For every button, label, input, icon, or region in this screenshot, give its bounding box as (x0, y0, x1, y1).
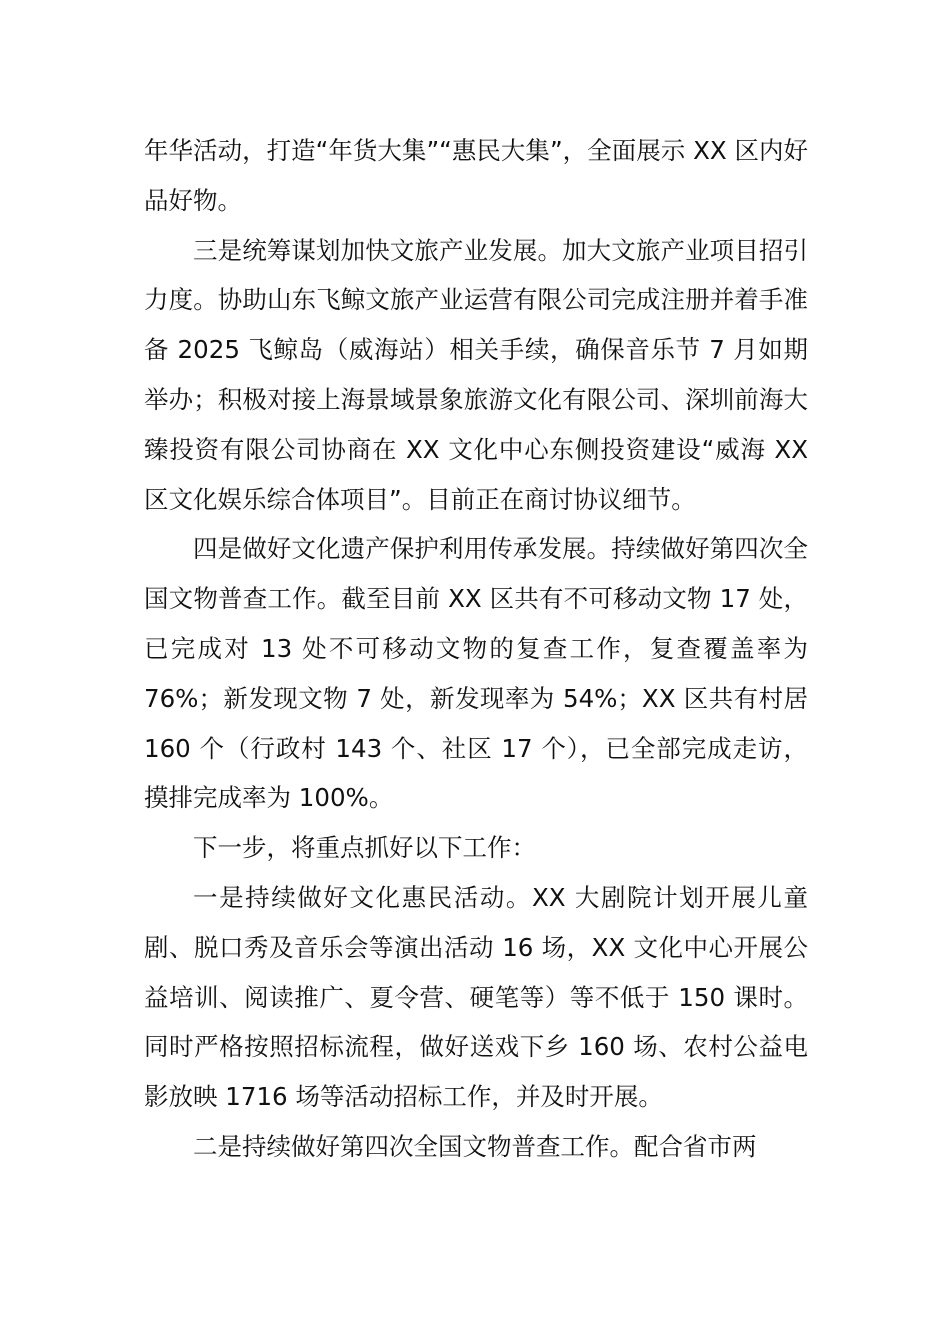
paragraph-6: 二是持续做好第四次全国文物普查工作。配合省市两 (193, 1131, 757, 1161)
paragraph-1: 年华活动，打造“年货大集”“惠民大集”，全面展示 XX 区内好品好物。 (144, 136, 808, 215)
paragraph-5: 一是持续做好文化惠民活动。XX 大剧院计划开展儿童剧、脱口秀及音乐会等演出活动 16 场，XX 文化中心开展公益培训、阅读推广、夏令营、硬笔等）等不低于 150 课时。同时严格按照招标流程，做好送戏下乡 160 场、农村公益电影放映 1716 场等活动招标工作，并及时开展。 (144, 882, 808, 1112)
paragraph-2: 三是统筹谋划加快文旅产业发展。加大文旅产业项目招引力度。协助山东飞鲸文旅产业运营有限公司完成注册并着手准备 2025 飞鲸岛（威海站）相关手续，确保音乐节 7 月如期举办；积极对接上海景域景象旅游文化有限公司、深圳前海大臻投资有限公司协商在 XX 文化中心东侧投资建设“威海 XX 区文化娱乐综合体项目”。目前正在商讨协议细节。 (144, 235, 808, 514)
paragraph-4: 下一步，将重点抓好以下工作： (193, 833, 536, 863)
paragraph-3: 四是做好文化遗产保护利用传承发展。持续做好第四次全国文物普查工作。截至目前 XX 区共有不可移动文物 17 处，已完成对 13 处不可移动文物的复查工作，复查覆盖率为 76%；新发现文物 7 处，新发现率为 54%；XX 区共有村居 160 个（行政村 143 个、社区 17 个），已全部完成走访，摸排完成率为 100%。 (144, 534, 808, 813)
document-body (144, 126, 808, 1172)
